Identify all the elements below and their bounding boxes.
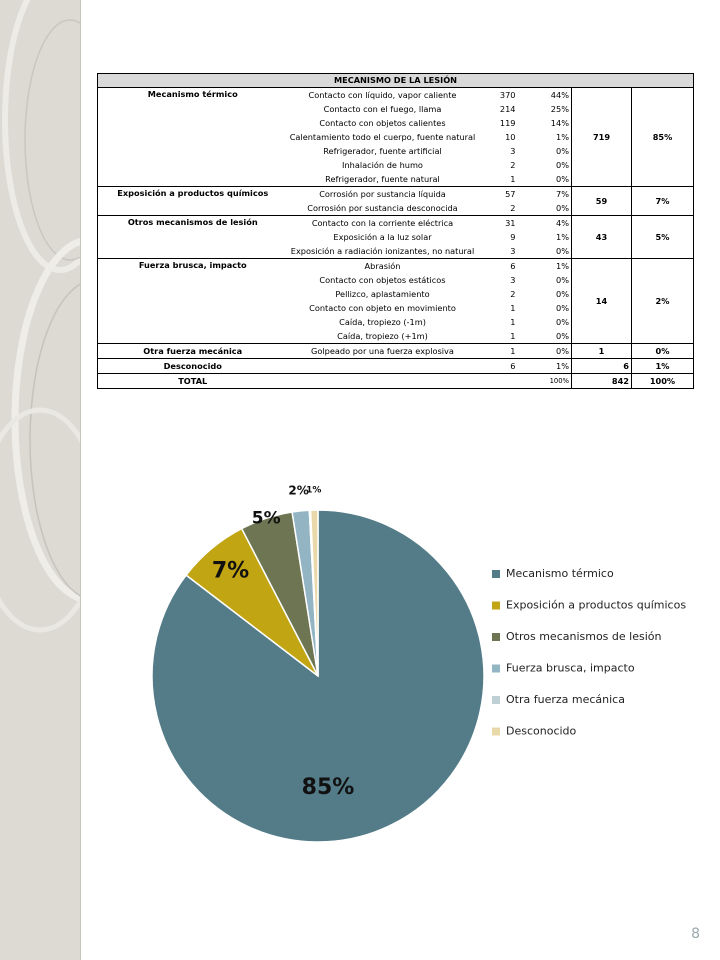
table-row bbox=[98, 88, 694, 103]
percent-cell: 0% bbox=[518, 172, 572, 187]
percent-cell: 0% bbox=[518, 329, 572, 344]
pie-data-label: 1% bbox=[306, 485, 322, 496]
legend-label: Otra fuerza mecánica bbox=[506, 693, 625, 706]
count-cell: 57 bbox=[505, 188, 516, 199]
group-total-cell: 43 bbox=[572, 216, 632, 259]
mechanism-table-wrapper bbox=[97, 73, 693, 389]
legend-swatch bbox=[492, 602, 500, 610]
percent-cell: 0% bbox=[556, 159, 569, 170]
percent-cell: 14% bbox=[550, 117, 569, 128]
group-total-cell: 14 bbox=[572, 259, 632, 344]
legend-label: Otros mecanismos de lesión bbox=[506, 630, 662, 643]
percent-cell: 0% bbox=[518, 344, 572, 359]
count-cell: 31 bbox=[505, 217, 516, 228]
legend-swatch bbox=[492, 633, 500, 641]
mechanism-cell: Corrosión por sustancia líquida bbox=[319, 188, 446, 199]
table-title-row bbox=[98, 74, 694, 88]
decorative-sidebar bbox=[0, 0, 81, 960]
mechanism-cell: Contacto con líquido, vapor caliente bbox=[308, 89, 457, 100]
group-name-cell: Mecanismo térmico bbox=[98, 88, 288, 187]
mechanism-cell: Exposición a radiación ionizantes, no natural bbox=[288, 244, 478, 259]
legend-label: Desconocido bbox=[506, 724, 577, 738]
percent-cell: 0% bbox=[518, 244, 572, 259]
count-cell: 3 bbox=[510, 274, 516, 285]
chart-legend bbox=[492, 567, 686, 738]
group-name-cell: Exposición a productos químicos bbox=[98, 187, 288, 216]
mechanism-cell: Pellizco, aplastamiento bbox=[335, 288, 430, 299]
group-percent-cell: 85% bbox=[632, 88, 694, 187]
legend-item bbox=[492, 630, 662, 643]
count-cell: 2 bbox=[510, 288, 516, 299]
grand-percent-cell: 100% bbox=[632, 374, 694, 389]
grand-total-cell: 842 bbox=[572, 374, 632, 389]
legend-item bbox=[492, 693, 625, 706]
percent-cell: 1% bbox=[556, 260, 569, 271]
table-row bbox=[98, 359, 694, 374]
pie-data-label: 7% bbox=[211, 558, 250, 584]
group-name-cell: Otra fuerza mecánica bbox=[98, 344, 288, 359]
count-cell: 1 bbox=[510, 302, 516, 313]
mechanism-cell: Refrigerador, fuente natural bbox=[288, 172, 478, 187]
mechanism-cell: Abrasión bbox=[364, 260, 401, 271]
count-cell: 3 bbox=[510, 145, 516, 156]
count-cell: 6 bbox=[478, 359, 518, 374]
total-empty-cell bbox=[478, 374, 518, 389]
group-total-cell: 6 bbox=[572, 359, 632, 374]
table-row bbox=[98, 344, 694, 359]
legend-item bbox=[492, 725, 577, 738]
pie-data-label: 85% bbox=[301, 775, 355, 800]
mechanism-cell: Caída, tropiezo (+1m) bbox=[288, 329, 478, 344]
pie-chart bbox=[130, 480, 690, 860]
percent-cell: 44% bbox=[550, 89, 569, 100]
mechanism-cell: Caída, tropiezo (-1m) bbox=[339, 316, 426, 327]
count-cell: 6 bbox=[510, 260, 516, 271]
count-cell: 1 bbox=[478, 172, 518, 187]
count-cell: 2 bbox=[478, 201, 518, 216]
percent-cell: 0% bbox=[556, 302, 569, 313]
mechanism-cell: Corrosión por sustancia desconocida bbox=[288, 201, 478, 216]
table-row bbox=[98, 187, 694, 202]
mechanism-cell: Contacto con objetos calientes bbox=[319, 117, 446, 128]
total-empty-cell bbox=[288, 374, 478, 389]
percent-cell: 1% bbox=[556, 131, 569, 142]
mechanism-cell: Calentamiento todo el cuerpo, fuente natural bbox=[289, 131, 476, 142]
count-cell: 119 bbox=[499, 117, 516, 128]
count-cell: 1 bbox=[510, 316, 516, 327]
legend-label: Fuerza brusca, impacto bbox=[506, 661, 635, 675]
group-percent-cell: 1% bbox=[632, 359, 694, 374]
percent-cell: 7% bbox=[556, 188, 569, 199]
percent-cell: 25% bbox=[550, 103, 569, 114]
mechanism-cell: Inhalación de humo bbox=[342, 159, 423, 170]
legend-swatch bbox=[492, 570, 500, 578]
percent-cell: 0% bbox=[556, 288, 569, 299]
count-cell: 3 bbox=[478, 244, 518, 259]
mechanism-cell: Contacto con objetos estáticos bbox=[319, 274, 446, 285]
percent-cell: 0% bbox=[556, 316, 569, 327]
group-percent-cell: 7% bbox=[632, 187, 694, 216]
legend-swatch bbox=[492, 696, 500, 704]
group-name-cell: Fuerza brusca, impacto bbox=[98, 259, 288, 344]
mechanism-table bbox=[97, 73, 694, 389]
table-row bbox=[98, 216, 694, 231]
group-total-cell: 719 bbox=[572, 88, 632, 187]
percent-cell: 0% bbox=[556, 274, 569, 285]
table-row bbox=[98, 259, 694, 274]
legend-label: Mecanismo térmico bbox=[506, 567, 614, 580]
count-cell: 2 bbox=[510, 159, 516, 170]
pie-data-label: 2% bbox=[288, 483, 309, 498]
mechanism-cell bbox=[288, 359, 478, 374]
group-percent-cell: 5% bbox=[632, 216, 694, 259]
percent-cell: 0% bbox=[556, 145, 569, 156]
page-number: 8 bbox=[691, 926, 700, 942]
mechanism-cell: Exposición a la luz solar bbox=[333, 231, 432, 242]
percent-cell: 1% bbox=[556, 231, 569, 242]
legend-label: Exposición a productos químicos bbox=[506, 598, 687, 612]
group-total-cell: 59 bbox=[572, 187, 632, 216]
percent-cell: 4% bbox=[556, 217, 569, 228]
legend-item bbox=[492, 599, 686, 612]
mechanism-cell: Refrigerador, fuente artificial bbox=[323, 145, 442, 156]
count-cell: 9 bbox=[510, 231, 516, 242]
pie-data-label: 5% bbox=[251, 508, 281, 529]
count-cell: 214 bbox=[499, 103, 516, 114]
percent-cell: 0% bbox=[518, 201, 572, 216]
decorative-rings bbox=[0, 0, 80, 960]
group-percent-cell: 2% bbox=[632, 259, 694, 344]
count-cell: 1 bbox=[478, 329, 518, 344]
count-cell: 10 bbox=[505, 131, 516, 142]
mechanism-cell: Contacto con la corriente eléctrica bbox=[311, 217, 454, 228]
total-label-cell: TOTAL bbox=[98, 374, 288, 389]
legend-item bbox=[492, 567, 614, 580]
legend-swatch bbox=[492, 728, 500, 736]
group-total-cell: 1 bbox=[572, 344, 632, 359]
mechanism-cell: Contacto con objeto en movimiento bbox=[309, 302, 456, 313]
group-percent-cell: 0% bbox=[632, 344, 694, 359]
total-small-percent-cell: 100% bbox=[518, 374, 572, 389]
mechanism-cell: Golpeado por una fuerza explosiva bbox=[288, 344, 478, 359]
count-cell: 370 bbox=[499, 89, 516, 100]
table-title: MECANISMO DE LA LESIÓN bbox=[98, 74, 694, 88]
legend-swatch bbox=[492, 665, 500, 673]
legend-item bbox=[492, 662, 635, 675]
group-name-cell: Otros mecanismos de lesión bbox=[98, 216, 288, 259]
total-row bbox=[98, 374, 694, 389]
percent-cell: 1% bbox=[518, 359, 572, 374]
count-cell: 1 bbox=[478, 344, 518, 359]
group-name-cell: Desconocido bbox=[98, 359, 288, 374]
mechanism-cell: Contacto con el fuego, llama bbox=[323, 103, 442, 114]
